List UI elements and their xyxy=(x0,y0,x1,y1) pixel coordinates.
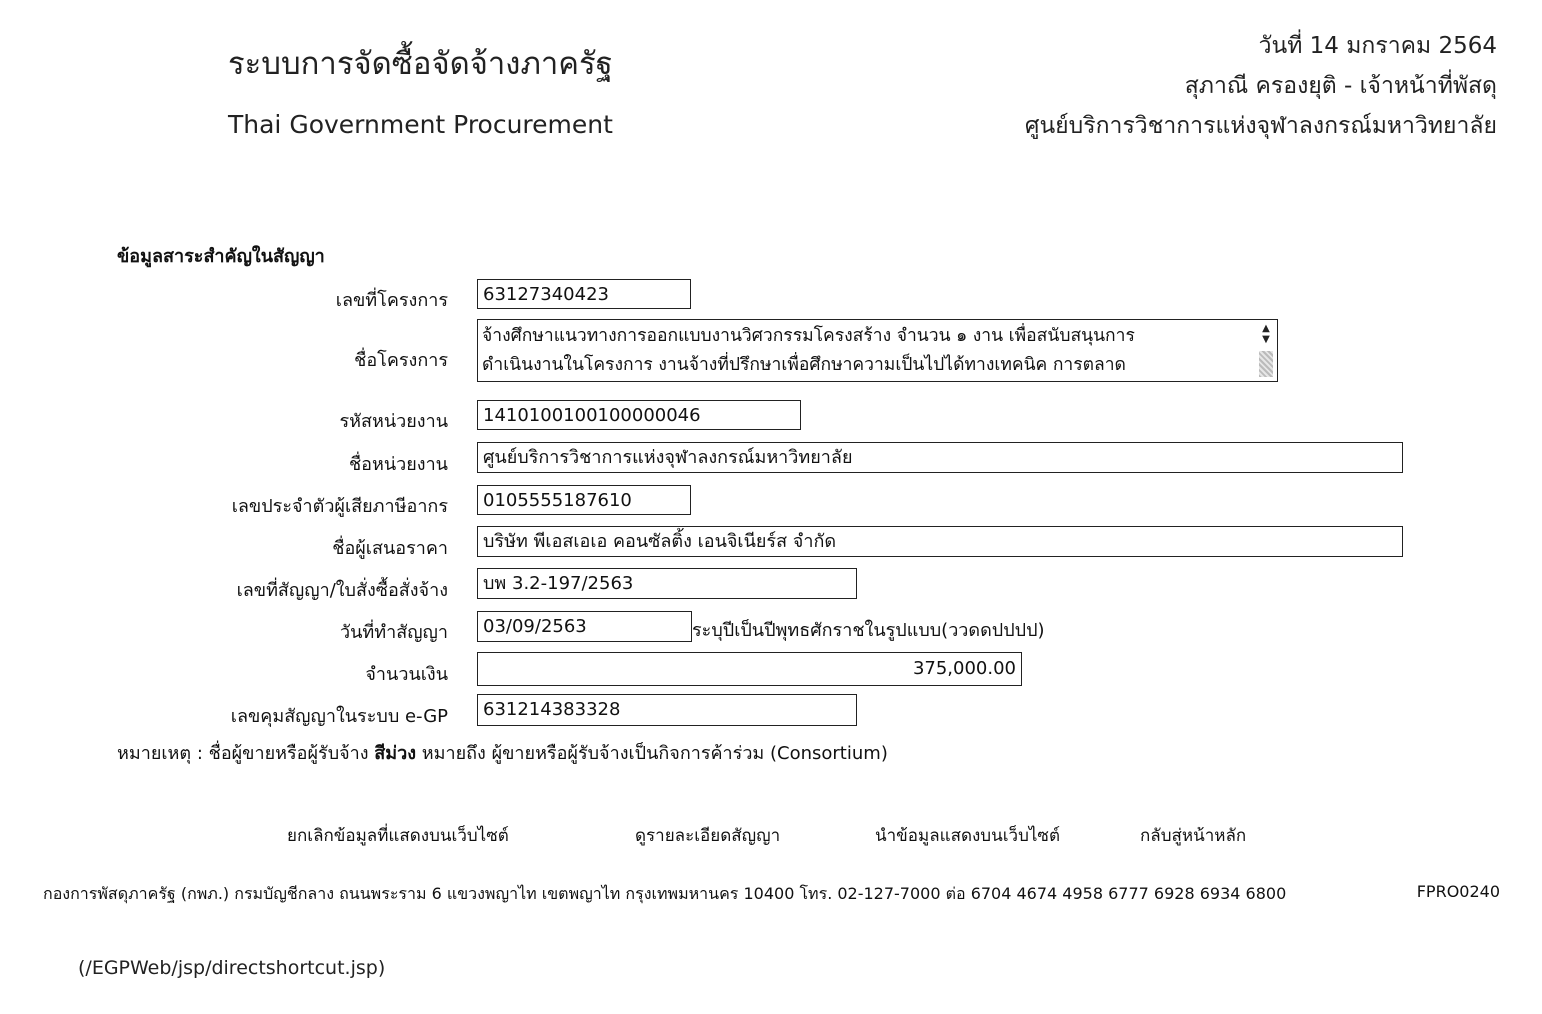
bidder-name-label: ชื่อผู้เสนอราคา xyxy=(332,538,448,559)
back-home-link[interactable]: กลับสู่หน้าหลัก xyxy=(1140,826,1247,846)
egp-control-field[interactable]: 631214383328 xyxy=(477,694,857,726)
note-bold: สีม่วง xyxy=(374,743,417,764)
scroll-track[interactable] xyxy=(1259,351,1273,377)
contract-date-hint: ระบุปีเป็นปีพุทธศักราชในรูปแบบ(ววดดปปปป) xyxy=(692,620,1045,641)
bidder-name-field[interactable]: บริษัท พีเอสเอเอ คอนซัลติ้ง เอนจิเนียร์ส จำกัด xyxy=(477,526,1403,557)
scroll-arrows-icon[interactable]: ▲ ▼ xyxy=(1262,323,1270,345)
project-name-line-2: ดำเนินงานในโครงการ งานจ้างที่ปรึกษาเพื่อศึกษาความเป็นไปได้ทางเทคนิค การตลาด xyxy=(482,355,1126,375)
contract-date-label: วันที่ทำสัญญา xyxy=(339,622,448,643)
note-prefix: หมายเหตุ : ชื่อผู้ขายหรือผู้รับจ้าง xyxy=(117,743,375,764)
contract-no-label: เลขที่สัญญา/ใบสั่งซื้อสั่งจ้าง xyxy=(236,580,448,601)
tax-id-field[interactable]: 0105555187610 xyxy=(477,485,691,515)
tax-id-label: เลขประจำตัวผู้เสียภาษีอากร xyxy=(231,496,448,517)
header-organization: ศูนย์บริการวิชาการแห่งจุฬาลงกรณ์มหาวิทยาลัย xyxy=(1024,113,1497,139)
note xyxy=(117,738,888,767)
amount-field[interactable]: 375,000.00 xyxy=(477,652,1022,686)
project-name-line-1: จ้างศึกษาแนวทางการออกแบบงานวิศวกรรมโครงสร้าง จำนวน ๑ งาน เพื่อสนับสนุนการ xyxy=(482,326,1135,346)
system-title-english: Thai Government Procurement xyxy=(228,110,613,139)
header-user: สุภาณี ครองยุติ - เจ้าหน้าที่พัสดุ xyxy=(1184,73,1497,99)
page-code: FPRO0240 xyxy=(1416,882,1500,901)
shortcut-url: (/EGPWeb/jsp/directshortcut.jsp) xyxy=(78,957,386,979)
project-no-label: เลขที่โครงการ xyxy=(335,290,448,311)
agency-code-label: รหัสหน่วยงาน xyxy=(339,411,448,432)
view-contract-link[interactable]: ดูรายละเอียดสัญญา xyxy=(635,826,781,846)
agency-code-field[interactable]: 1410100100100000046 xyxy=(477,400,801,430)
section-heading: ข้อมูลสาระสำคัญในสัญญา xyxy=(117,246,325,267)
egp-control-label: เลขคุมสัญญาในระบบ e-GP xyxy=(230,706,448,727)
publish-web-link[interactable]: นำข้อมูลแสดงบนเว็บไซต์ xyxy=(875,826,1060,846)
project-name-label: ชื่อโครงการ xyxy=(354,350,448,371)
header-date: วันที่ 14 มกราคม 2564 xyxy=(1258,33,1497,59)
footer-address: กองการพัสดุภาครัฐ (กพภ.) กรมบัญชีกลาง ถนนพระราม 6 แขวงพญาไท เขตพญาไท กรุงเทพมหานคร 10400 โทร. 02-127-7000 ต่อ 6704 4674 4958 6777 6928 6934 6800 xyxy=(43,884,1287,903)
project-no-field[interactable]: 63127340423 xyxy=(477,279,691,309)
system-title-thai: ระบบการจัดซื้อจัดจ้างภาครัฐ xyxy=(228,46,613,82)
project-name-textarea[interactable] xyxy=(477,319,1278,382)
contract-no-field[interactable]: บพ 3.2-197/2563 xyxy=(477,568,857,599)
agency-name-label: ชื่อหน่วยงาน xyxy=(348,454,448,475)
cancel-web-link[interactable]: ยกเลิกข้อมูลที่แสดงบนเว็บไซต์ xyxy=(287,826,509,846)
amount-label: จำนวนเงิน xyxy=(365,664,448,685)
note-suffix: หมายถึง ผู้ขายหรือผู้รับจ้างเป็นกิจการค้าร่วม (Consortium) xyxy=(416,743,888,764)
textarea-scrollbar[interactable] xyxy=(1257,323,1275,379)
agency-name-field[interactable]: ศูนย์บริการวิชาการแห่งจุฬาลงกรณ์มหาวิทยาลัย xyxy=(477,442,1403,473)
contract-date-field[interactable]: 03/09/2563 xyxy=(477,611,692,642)
